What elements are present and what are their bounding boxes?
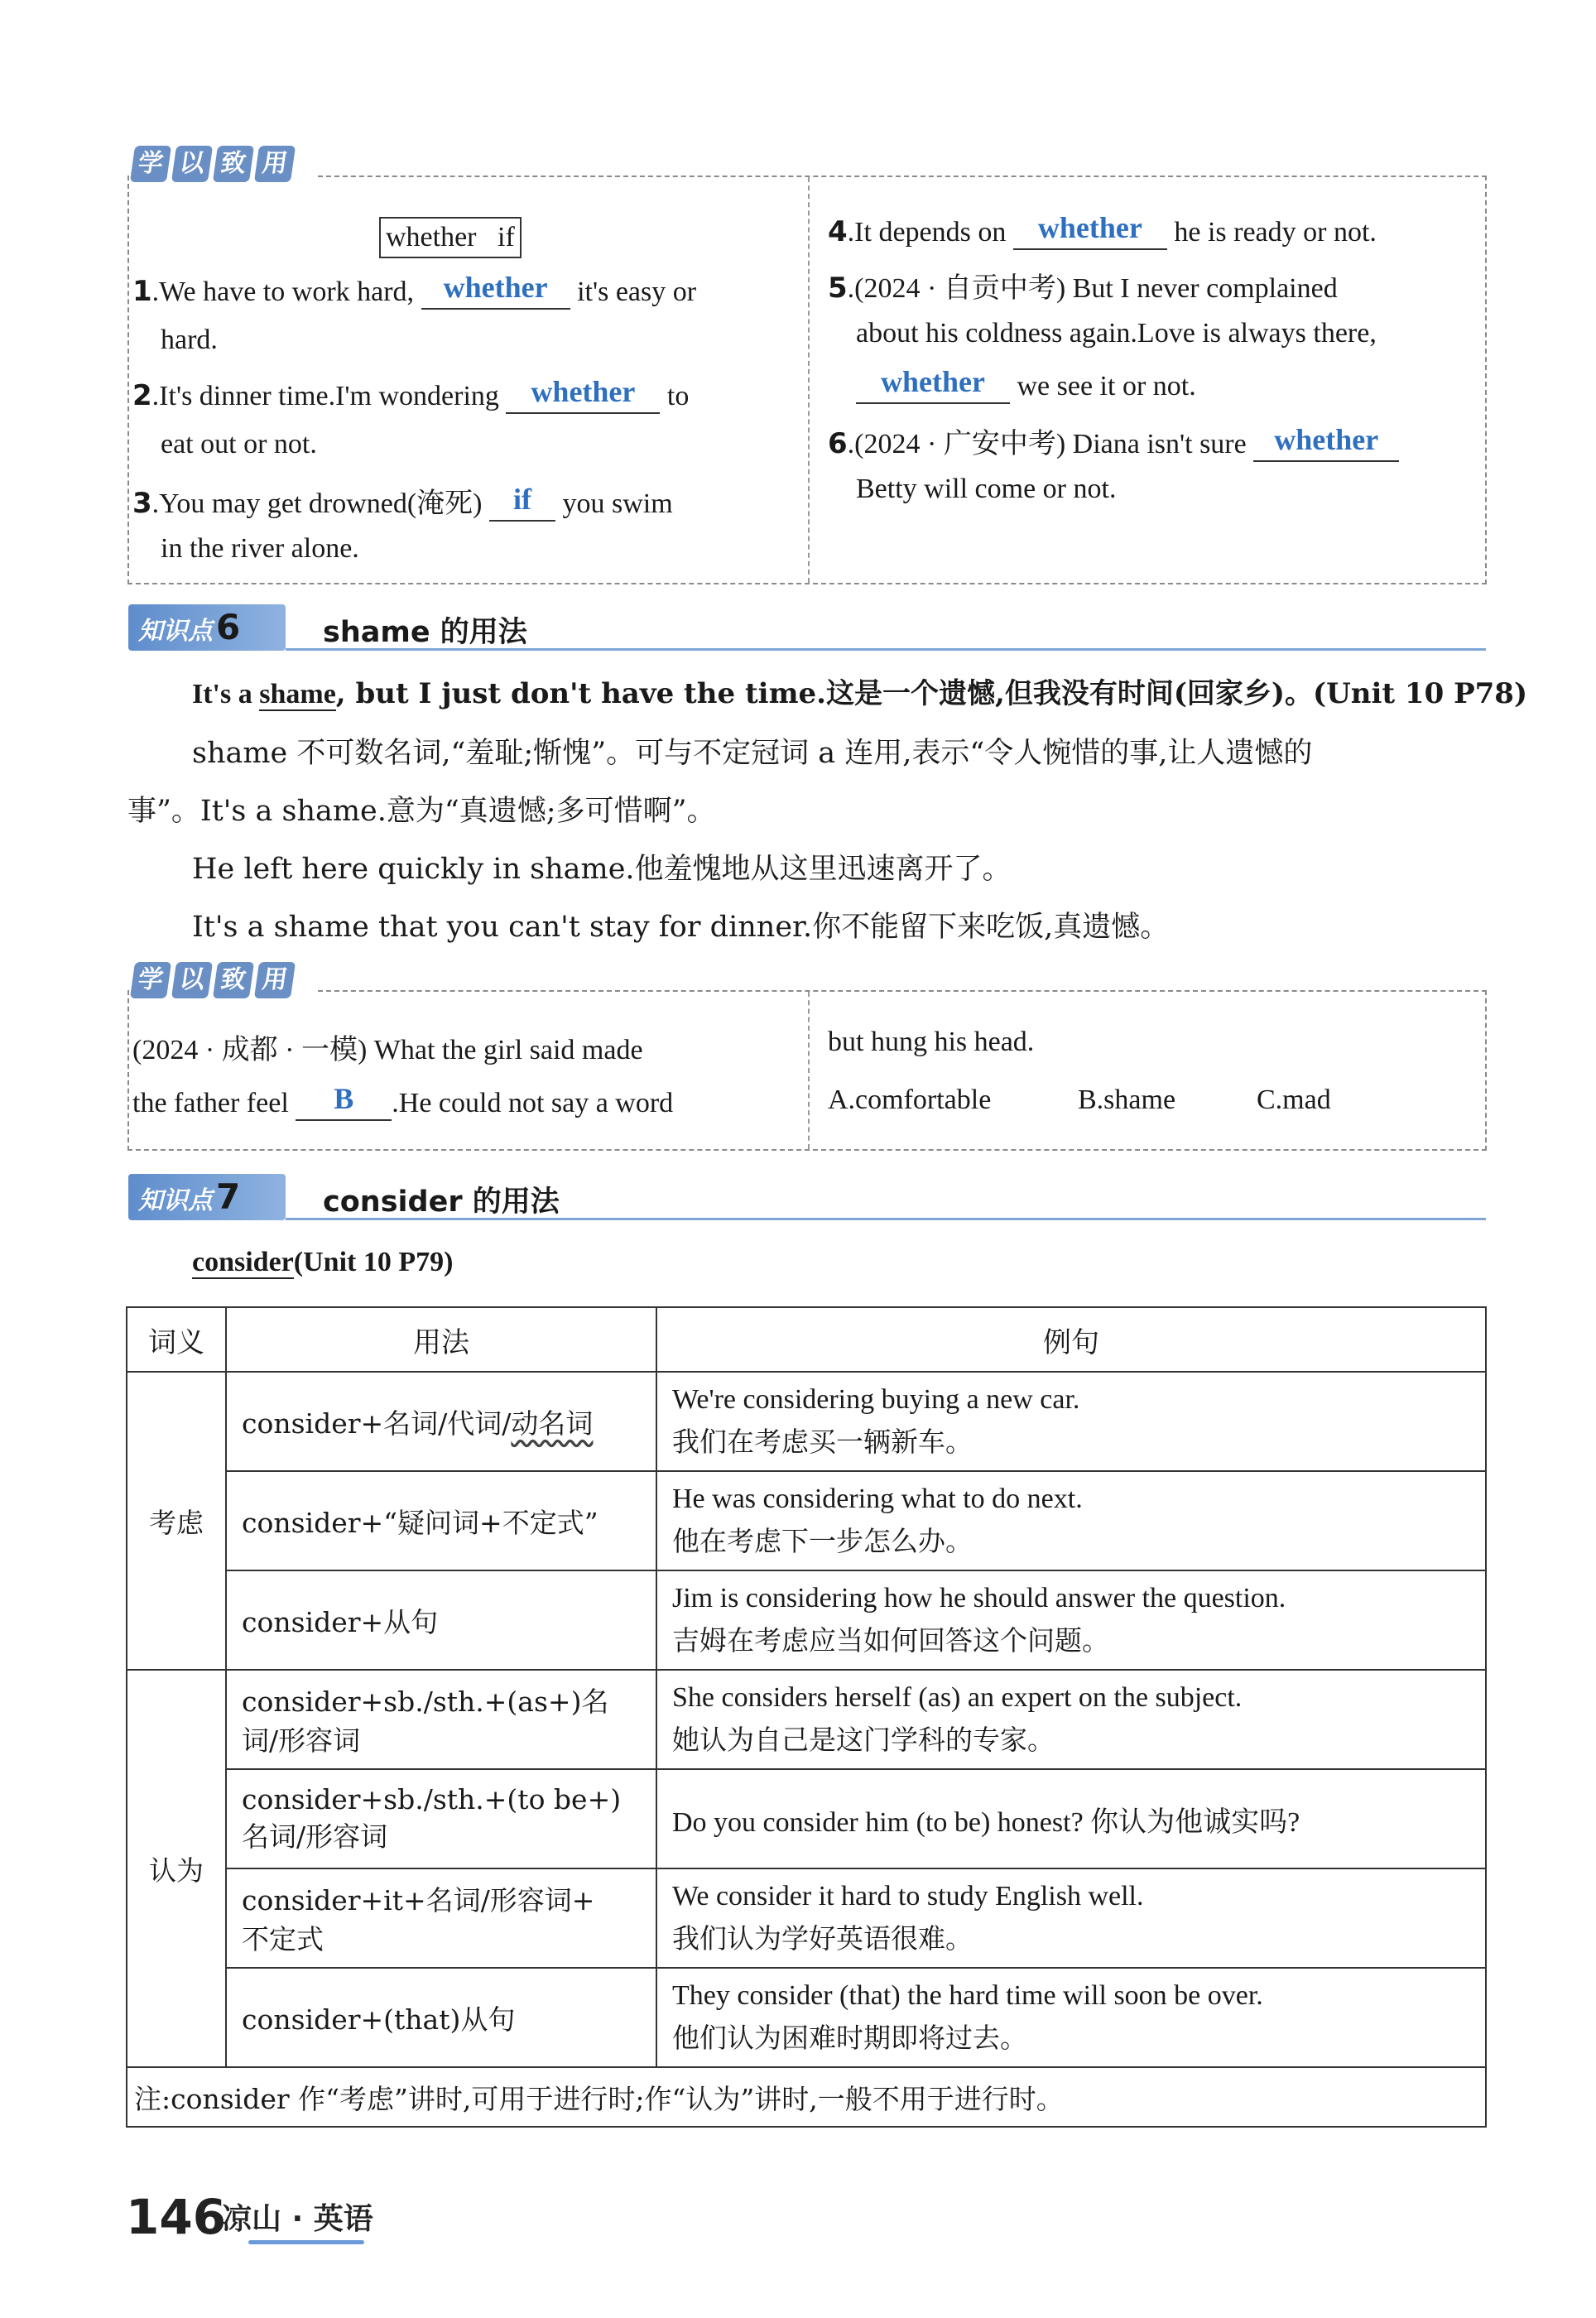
- answer-blank: [1013, 211, 1167, 250]
- answer-text: whether: [531, 375, 636, 408]
- question-text: It depends on: [854, 217, 1007, 248]
- question-text: It's dinner time.I'm wondering: [159, 381, 499, 411]
- options-box: [379, 217, 522, 258]
- option-a: A.comfortable: [828, 1084, 992, 1115]
- table-note-row: [127, 2067, 1486, 2127]
- option-c: C.mad: [1257, 1084, 1331, 1115]
- question-number: 2: [132, 379, 152, 412]
- question-number: 4: [828, 215, 848, 248]
- table-row: [127, 1769, 1486, 1868]
- kp6-explanation-1: shame 不可数名词,“羞耻;惭愧”。可与不定冠词 a 连用,表示“令人惋惜的事,让人遗憾的: [192, 737, 1313, 770]
- example-cell: Do you consider him (to be) honest? 你认为他诚实吗?: [656, 1769, 1486, 1868]
- meaning-cell: 认为: [127, 1670, 226, 2067]
- badge-char: 学: [130, 962, 171, 998]
- meaning-cell: 考虑: [127, 1372, 226, 1670]
- knowledge-point-tag: 知识点6: [128, 604, 286, 651]
- answer-blank: [296, 1084, 392, 1121]
- kp6-explanation-2: 事”。It's a shame.意为“真遗憾;多可惜啊”。: [127, 795, 716, 828]
- example-cell: She considers herself (as) an expert on the subject. 她认为自己是这门学科的专家。: [656, 1670, 1486, 1769]
- answer-blank: [506, 375, 660, 414]
- key-word: consider: [192, 1247, 294, 1277]
- page-number: 146: [126, 2189, 227, 2245]
- knowledge-point-6-header: [128, 604, 1486, 651]
- kp6-example-1: He left here quickly in shame.他羞愧地从这里迅速离开了。: [192, 853, 1012, 886]
- question-number: 3: [132, 487, 152, 520]
- answer-text: whether: [1037, 211, 1142, 244]
- options-text: whether if: [386, 222, 515, 252]
- knowledge-point-7-header: [128, 1174, 1486, 1220]
- question-text: We have to work hard,: [159, 277, 415, 307]
- usage-cell: consider+it+名词/形容词+ 不定式: [226, 1868, 656, 1968]
- kp6-example: It's a shame, but I just don't have the time.这是一个遗憾,但我没有时间(回家乡)。(Unit 10 P78): [192, 677, 1528, 710]
- consider-usage-table: [126, 1306, 1487, 2128]
- usage-cell: consider+sb./sth.+(as+)名 词/形容词: [226, 1670, 656, 1769]
- table-row: [127, 1372, 1486, 1471]
- question-text: (2024 · 广安中考) Diana isn't sure: [854, 429, 1247, 459]
- practice2-line1: (2024 · 成都 · 一模) What the girl said made: [132, 1035, 643, 1065]
- question-text: he is ready or not.: [1174, 217, 1377, 248]
- question-2-cont: eat out or not.: [161, 429, 317, 459]
- table-row: [127, 1968, 1486, 2067]
- answer-text: whether: [443, 271, 548, 304]
- example-cell: They consider (that) the hard time will soon be over. 他们认为困难时期即将过去。: [656, 1968, 1486, 2067]
- badge-char: 用: [254, 962, 296, 998]
- book-title: 凉山 · 英语: [222, 2202, 373, 2236]
- question-text: .He could not say a word: [392, 1088, 674, 1118]
- question-6-cont: Betty will come or not.: [856, 474, 1117, 504]
- question-4: 4.It depends on whether he is ready or not.: [828, 211, 1377, 248]
- practice2-right-line: but hung his head.: [828, 1027, 1035, 1057]
- question-text: to: [666, 381, 690, 411]
- header-example: 例句: [656, 1307, 1486, 1372]
- answer-text: whether: [881, 365, 985, 398]
- question-1: 1.We have to work hard, whether it's easy or: [132, 271, 697, 308]
- table-row: [127, 1868, 1486, 1968]
- table-row: [127, 1471, 1486, 1570]
- badge-char: 致: [213, 962, 254, 998]
- example-cell: We're considering buying a new car. 我们在考虑买一辆新车。: [656, 1372, 1486, 1471]
- badge-char: 致: [213, 146, 254, 182]
- usage-cell: consider+从句: [226, 1570, 656, 1670]
- table-row: [127, 1570, 1486, 1670]
- option-b: B.shame: [1078, 1084, 1176, 1115]
- question-number: 6: [828, 427, 848, 460]
- kp7-reference: consider(Unit 10 P79): [192, 1247, 454, 1277]
- question-5-line2: about his coldness again.Love is always there,: [856, 318, 1377, 349]
- table-note: 注:consider 作“考虑”讲时,可用于进行时;作“认为”讲时,一般不用于进行时。: [127, 2067, 1486, 2127]
- table-header-row: [127, 1307, 1486, 1372]
- question-6: 6.(2024 · 广安中考) Diana isn't sure whether: [828, 421, 1399, 462]
- answer-blank: [856, 365, 1010, 404]
- question-1-cont: hard.: [161, 325, 218, 355]
- footer-accent-line: [248, 2240, 364, 2244]
- key-word: shame: [259, 679, 336, 709]
- knowledge-point-title: shame 的用法: [323, 616, 527, 649]
- example-cell: We consider it hard to study English well. 我们认为学好英语很难。: [656, 1868, 1486, 1968]
- answer-text: B: [334, 1082, 354, 1115]
- practice-box-2: [127, 990, 1487, 1151]
- question-5: 5.(2024 · 自贡中考) But I never complained: [828, 272, 1338, 305]
- usage-cell: consider+sb./sth.+(to be+) 名词/形容词: [226, 1769, 656, 1868]
- knowledge-point-tag: 知识点7: [128, 1174, 286, 1220]
- question-text: the father feel: [132, 1088, 289, 1118]
- answer-text: if: [513, 483, 532, 516]
- answer-text: whether: [1274, 423, 1379, 456]
- question-2: 2.It's dinner time.I'm wondering whether to: [132, 375, 690, 412]
- answer-blank: [489, 485, 555, 522]
- usage-cell: consider+名词/代词/动名词: [226, 1372, 656, 1471]
- practice2-line2: [132, 1084, 673, 1121]
- badge-char: 学: [130, 146, 171, 182]
- kp6-example-2: It's a shame that you can't stay for dinner.你不能留下来吃饭,真遗憾。: [192, 911, 1170, 944]
- badge-char: 用: [254, 146, 296, 182]
- table-row: [127, 1670, 1486, 1769]
- question-number: 5: [828, 272, 848, 305]
- question-text: we see it or not.: [1017, 371, 1196, 402]
- question-3: 3.You may get drowned(淹死) if you swim: [132, 483, 673, 520]
- example-cell: Jim is considering how he should answer the question. 吉姆在考虑应当如何回答这个问题。: [656, 1570, 1486, 1670]
- badge-char: 以: [171, 146, 213, 182]
- knowledge-point-title: consider 的用法: [323, 1185, 560, 1219]
- question-number: 1: [132, 275, 152, 308]
- header-usage: 用法: [226, 1307, 656, 1372]
- question-text: you swim: [562, 488, 673, 519]
- header-meaning: 词义: [127, 1307, 226, 1372]
- question-5-line3: [856, 365, 1196, 404]
- answer-blank: [1253, 423, 1399, 462]
- answer-blank: [421, 273, 570, 310]
- badge-char: 以: [171, 962, 213, 998]
- question-3-cont: in the river alone.: [161, 533, 359, 564]
- example-cell: He was considering what to do next. 他在考虑下一步怎么办。: [656, 1471, 1486, 1570]
- question-text: You may get drowned(淹死): [159, 488, 483, 519]
- question-text: (2024 · 自贡中考) But I never complained: [854, 273, 1338, 304]
- question-text: it's easy or: [577, 277, 697, 307]
- usage-cell: consider+(that)从句: [226, 1968, 656, 2067]
- usage-cell: consider+“疑问词+不定式”: [226, 1471, 656, 1570]
